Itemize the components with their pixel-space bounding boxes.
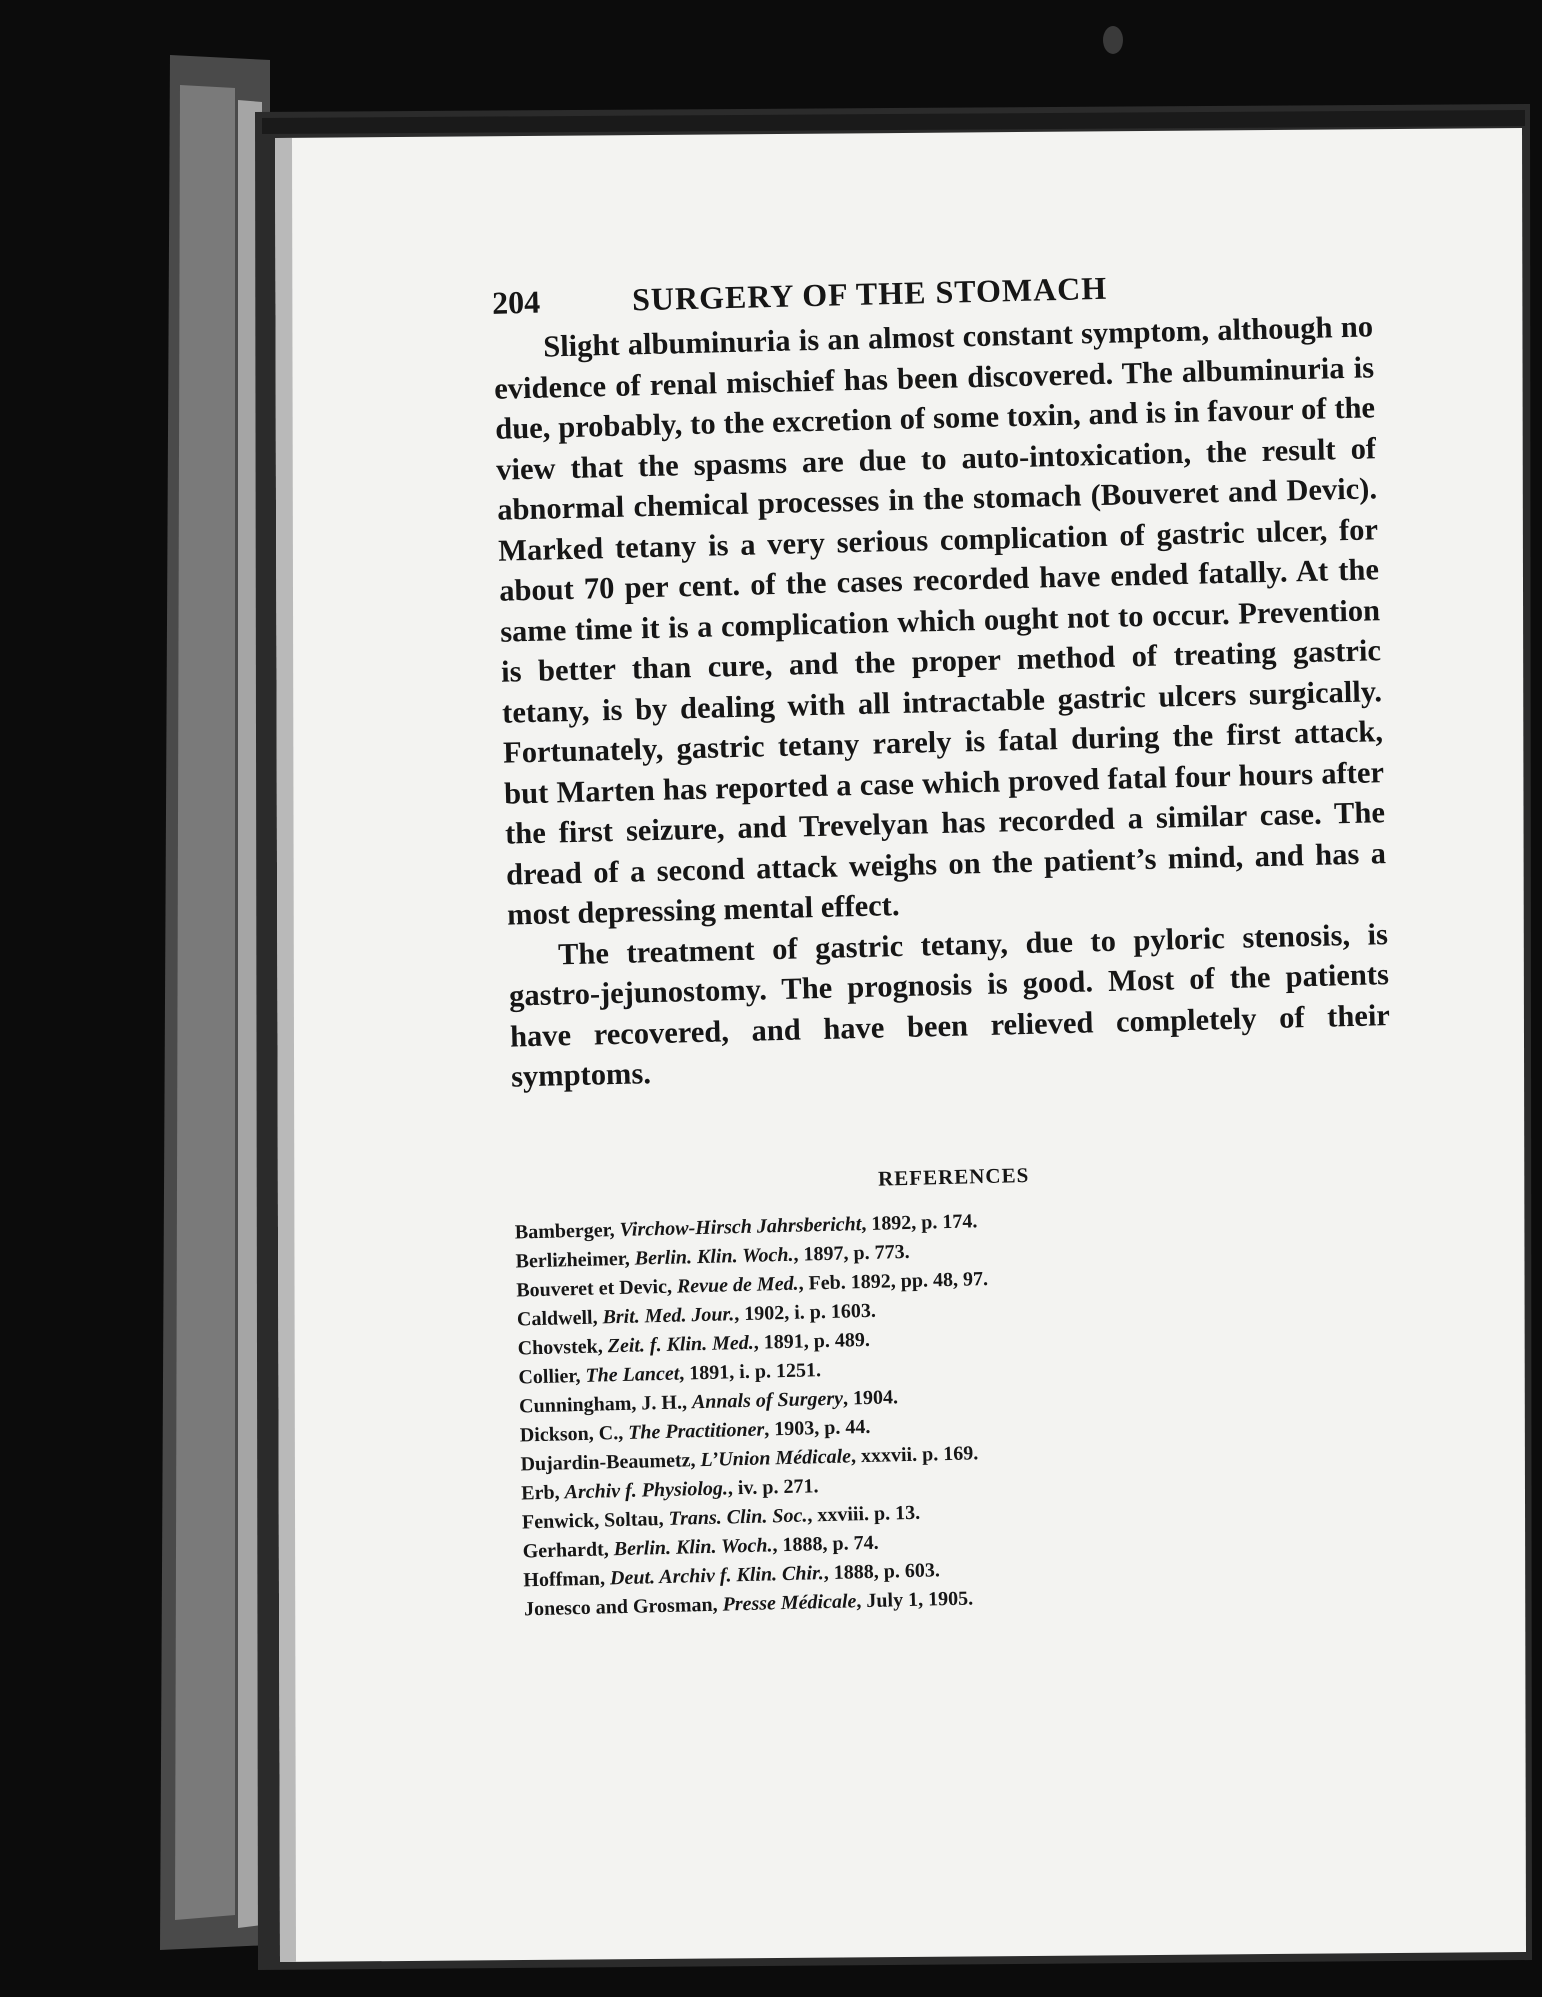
references-list: [515, 1197, 1405, 1624]
page-text-block: [492, 263, 1404, 1624]
reference-source: Presse Médicale: [722, 1589, 857, 1616]
reference-source: L’Union Médicale: [700, 1444, 852, 1471]
reference-source: Deut. Archiv f. Klin. Chir.: [609, 1561, 824, 1589]
reference-source: Archiv f. Physiolog.: [564, 1476, 729, 1503]
reference-author: Hoffman,: [523, 1566, 611, 1591]
reference-author: Gerhardt,: [522, 1537, 615, 1562]
reference-source: The Lancet: [585, 1362, 680, 1387]
references-heading: REFERENCES: [877, 1162, 1030, 1191]
reference-author: Collier,: [518, 1364, 586, 1388]
reference-source: Berlin. Klin. Woch.: [634, 1243, 794, 1270]
page-edges-shade: [175, 85, 235, 1920]
reference-detail: , 1892, p. 174.: [861, 1209, 978, 1235]
reference-detail: , iv. p. 271.: [727, 1474, 819, 1499]
reference-source: Zeit. f. Klin. Med.: [607, 1331, 755, 1357]
reference-source: Trans. Clin. Soc.: [668, 1503, 808, 1530]
reference-author: Erb,: [520, 1480, 565, 1504]
body-paragraph: Slight albuminuria is an almost constant symptom, although no evidence of renal mischief has been discovered. The albuminuria is due, probably, to the excretion of some toxin, and is in favour of the view that the spasms are due to auto-intoxication, the result of abnormal chemical processes in the stomach (Bouveret and Devic). Marked tetany is a very serious complication of gastric ulcer, for about 70 per cent. of the cases recorded have ended fatally. At the same time it is a complication which ought not to occur. Prevention is better than cure, and the proper method of treating gastric tetany, is by dealing with all intractable gastric ulcers surgically. Fortunately, gastric tetany rarely is fatal during the first attack, but Marten has reported a case which proved fatal four hours after the first seizure, and Trevelyan has recorded a similar case. The dread of a second attack weighs on the patient’s mind, and has a most depressing mental effect.: [493, 309, 1387, 932]
reference-source: Brit. Med. Jour.: [602, 1302, 735, 1328]
reference-author: Chovstek,: [517, 1334, 608, 1360]
reference-detail: , Feb. 1892, pp. 48, 97.: [798, 1267, 989, 1295]
reference-detail: , 1888, p. 74.: [772, 1531, 879, 1556]
reference-detail: , 1902, i. p. 1603.: [733, 1299, 877, 1325]
scan-speck: [1103, 26, 1123, 54]
page-number: 204: [491, 283, 541, 321]
reference-detail: , xxxvii. p. 169.: [850, 1441, 979, 1467]
reference-source: Berlin. Klin. Woch.: [613, 1533, 773, 1560]
reference-detail: , 1891, i. p. 1251.: [679, 1358, 822, 1385]
body-paragraph: The treatment of gastric tetany, due to pyloric stenosis, is gastro-jejunostomy. The prognosis is good. Most of the patients have recovered, and have been relieved completely of their symptoms.: [508, 916, 1391, 1094]
reference-author: Bouveret et Devic,: [516, 1275, 678, 1302]
running-title: SURGERY OF THE STOMACH: [631, 269, 1108, 318]
reference-detail: , 1888, p. 603.: [823, 1558, 941, 1584]
reference-detail: , xxviii. p. 13.: [807, 1501, 921, 1526]
reference-source: Virchow-Hirsch Jahrsbericht: [619, 1212, 862, 1241]
reference-author: Dickson, C.,: [519, 1421, 629, 1446]
reference-author: Fenwick, Soltau,: [521, 1507, 669, 1533]
reference-author: Caldwell,: [516, 1305, 603, 1331]
reference-author: Bamberger,: [514, 1218, 620, 1244]
reference-detail: , 1903, p. 44.: [763, 1415, 871, 1441]
reference-author: Berlizheimer,: [515, 1247, 636, 1273]
reference-source: The Practitioner: [627, 1418, 765, 1444]
reference-author: Cunningham, J. H.,: [518, 1390, 693, 1417]
reference-author: Jonesco and Grosman,: [523, 1593, 723, 1620]
reference-source: Revue de Med.: [676, 1272, 799, 1298]
reference-author: Dujardin-Beaumetz,: [520, 1448, 701, 1475]
reference-detail: , 1904.: [842, 1385, 899, 1410]
reference-detail: , 1897, p. 773.: [793, 1240, 910, 1266]
reference-source: Annals of Surgery: [691, 1387, 844, 1413]
book-page: [278, 105, 1542, 1953]
reference-detail: , July 1, 1905.: [856, 1586, 974, 1612]
reference-detail: , 1891, p. 489.: [753, 1328, 871, 1354]
